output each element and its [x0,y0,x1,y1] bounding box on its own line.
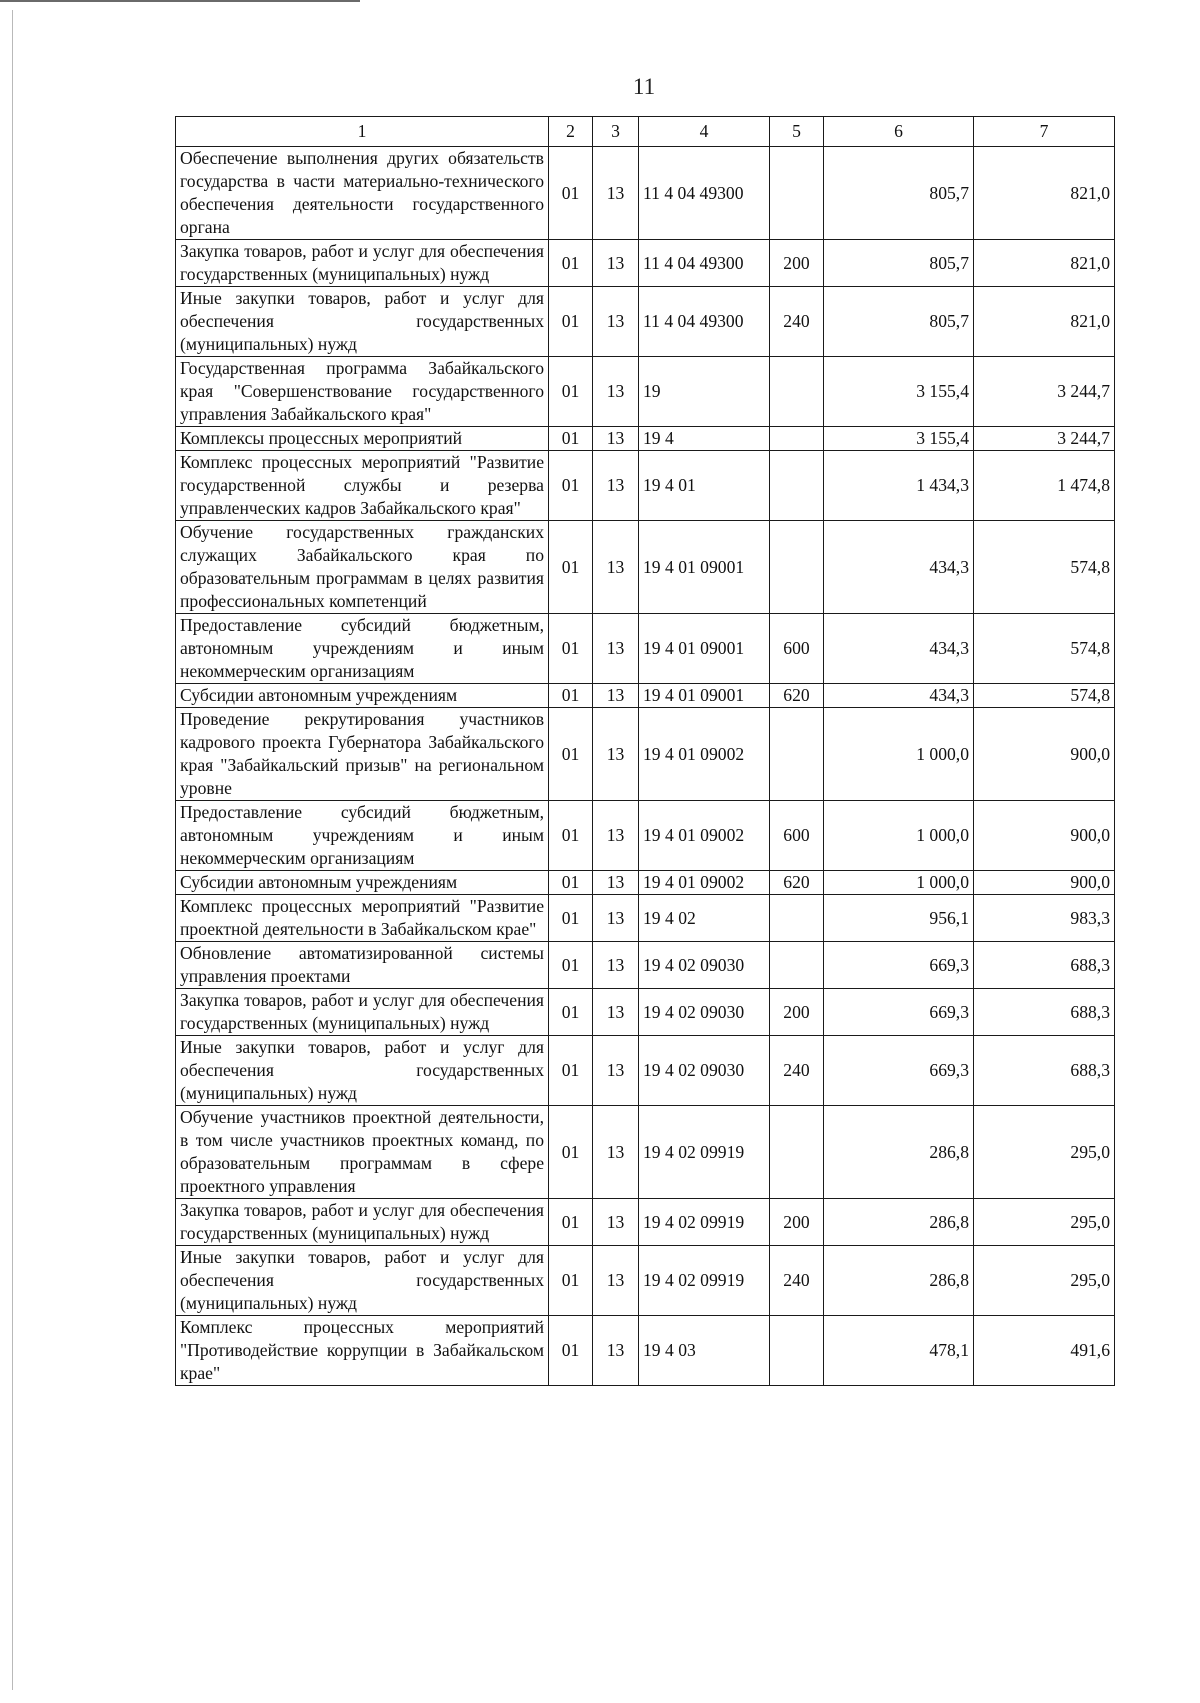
row-amount-year1: 1 434,3 [824,451,974,521]
row-name: Предоставление субсидий бюджетным, автономным учреждениям и иным некоммерческим организациям [176,614,549,684]
row-target-code: 19 4 03 [639,1316,770,1386]
table-row [176,427,1115,451]
row-target-code: 19 4 02 09030 [639,942,770,989]
table-row [176,708,1115,801]
row-subsection: 13 [593,801,639,871]
row-target-code: 19 4 01 09002 [639,801,770,871]
row-amount-year1: 669,3 [824,942,974,989]
row-target-code: 19 4 01 09001 [639,521,770,614]
table-row [176,801,1115,871]
row-amount-year1: 478,1 [824,1316,974,1386]
row-expense-type: 240 [770,1246,824,1316]
budget-table [175,116,1115,1386]
table-row [176,684,1115,708]
row-section: 01 [549,1199,593,1246]
page-number: 11 [632,74,656,99]
row-name: Предоставление субсидий бюджетным, автономным учреждениям и иным некоммерческим организациям [176,801,549,871]
row-name: Иные закупки товаров, работ и услуг для обеспечения государственных (муниципальных) нужд [176,1246,549,1316]
top-edge-rule [0,0,360,2]
table-row [176,1036,1115,1106]
row-amount-year1: 805,7 [824,147,974,240]
row-name: Закупка товаров, работ и услуг для обеспечения государственных (муниципальных) нужд [176,1199,549,1246]
row-target-code: 19 4 02 [639,895,770,942]
row-expense-type: 620 [770,871,824,895]
row-name: Обучение участников проектной деятельности, в том числе участников проектных команд, по образовательным программам в сфере проектного управления [176,1106,549,1199]
row-section: 01 [549,1036,593,1106]
row-amount-year1: 3 155,4 [824,357,974,427]
row-amount-year2: 900,0 [974,801,1115,871]
row-expense-type [770,895,824,942]
row-section: 01 [549,240,593,287]
row-subsection: 13 [593,451,639,521]
table-row [176,942,1115,989]
row-section: 01 [549,147,593,240]
row-target-code: 19 4 [639,427,770,451]
header-row [176,117,1115,147]
table-row [176,1316,1115,1386]
row-expense-type: 200 [770,240,824,287]
row-target-code: 19 4 02 09919 [639,1199,770,1246]
row-name: Государственная программа Забайкальского края "Совершенствование государственного управления Забайкальского края" [176,357,549,427]
row-amount-year2: 1 474,8 [974,451,1115,521]
row-section: 01 [549,871,593,895]
row-section: 01 [549,1316,593,1386]
row-target-code: 19 4 02 09919 [639,1246,770,1316]
row-amount-year2: 688,3 [974,989,1115,1036]
table-row [176,1199,1115,1246]
header-col-3: 3 [593,117,639,147]
row-amount-year1: 1 000,0 [824,801,974,871]
row-amount-year1: 286,8 [824,1106,974,1199]
row-section: 01 [549,708,593,801]
row-section: 01 [549,942,593,989]
row-amount-year2: 491,6 [974,1316,1115,1386]
row-amount-year2: 821,0 [974,147,1115,240]
table-body [176,147,1115,1386]
row-subsection: 13 [593,287,639,357]
row-subsection: 13 [593,357,639,427]
row-amount-year2: 821,0 [974,240,1115,287]
table-row [176,989,1115,1036]
header-col-4: 4 [639,117,770,147]
row-target-code: 19 4 01 09001 [639,684,770,708]
left-edge-rule [12,10,13,1690]
header-col-1: 1 [176,117,549,147]
table-row [176,240,1115,287]
row-subsection: 13 [593,684,639,708]
row-subsection: 13 [593,614,639,684]
row-section: 01 [549,451,593,521]
table-row [176,1246,1115,1316]
row-amount-year1: 669,3 [824,1036,974,1106]
row-subsection: 13 [593,521,639,614]
header-col-7: 7 [974,117,1115,147]
row-amount-year2: 688,3 [974,942,1115,989]
row-amount-year2: 574,8 [974,521,1115,614]
row-name: Проведение рекрутирования участников кадрового проекта Губернатора Забайкальского края "Забайкальский призыв" на региональном уровне [176,708,549,801]
table-row [176,871,1115,895]
row-target-code: 19 4 01 [639,451,770,521]
row-subsection: 13 [593,147,639,240]
row-amount-year1: 434,3 [824,521,974,614]
row-amount-year2: 983,3 [974,895,1115,942]
row-target-code: 19 4 01 09002 [639,871,770,895]
row-amount-year2: 3 244,7 [974,357,1115,427]
row-section: 01 [549,614,593,684]
row-name: Иные закупки товаров, работ и услуг для обеспечения государственных (муниципальных) нужд [176,287,549,357]
row-amount-year2: 574,8 [974,684,1115,708]
table-row [176,147,1115,240]
row-name: Обновление автоматизированной системы управления проектами [176,942,549,989]
row-target-code: 19 4 02 09030 [639,1036,770,1106]
header-col-6: 6 [824,117,974,147]
row-amount-year2: 900,0 [974,708,1115,801]
header-col-5: 5 [770,117,824,147]
row-subsection: 13 [593,1246,639,1316]
row-section: 01 [549,989,593,1036]
row-section: 01 [549,895,593,942]
row-amount-year1: 1 000,0 [824,871,974,895]
row-subsection: 13 [593,942,639,989]
table-row [176,614,1115,684]
row-name: Субсидии автономным учреждениям [176,684,549,708]
row-section: 01 [549,521,593,614]
row-expense-type [770,708,824,801]
row-amount-year2: 295,0 [974,1199,1115,1246]
header-col-2: 2 [549,117,593,147]
row-target-code: 19 4 02 09919 [639,1106,770,1199]
row-subsection: 13 [593,871,639,895]
row-amount-year1: 3 155,4 [824,427,974,451]
row-name: Иные закупки товаров, работ и услуг для обеспечения государственных (муниципальных) нужд [176,1036,549,1106]
row-amount-year1: 434,3 [824,684,974,708]
row-section: 01 [549,427,593,451]
row-subsection: 13 [593,1316,639,1386]
row-section: 01 [549,287,593,357]
row-expense-type [770,942,824,989]
row-amount-year1: 805,7 [824,287,974,357]
row-expense-type [770,427,824,451]
row-section: 01 [549,801,593,871]
table-row [176,287,1115,357]
row-section: 01 [549,684,593,708]
row-subsection: 13 [593,708,639,801]
row-target-code: 19 4 02 09030 [639,989,770,1036]
row-subsection: 13 [593,1036,639,1106]
row-name: Комплекс процессных мероприятий "Противодействие коррупции в Забайкальском крае" [176,1316,549,1386]
row-name: Обучение государственных гражданских служащих Забайкальского края по образовательным программам в целях развития профессиональных компетенций [176,521,549,614]
row-amount-year1: 286,8 [824,1199,974,1246]
table-row [176,357,1115,427]
row-expense-type: 240 [770,1036,824,1106]
row-subsection: 13 [593,1199,639,1246]
row-subsection: 13 [593,427,639,451]
row-name: Закупка товаров, работ и услуг для обеспечения государственных (муниципальных) нужд [176,989,549,1036]
row-name: Комплекс процессных мероприятий "Развитие проектной деятельности в Забайкальском крае" [176,895,549,942]
row-expense-type: 600 [770,614,824,684]
row-amount-year2: 295,0 [974,1106,1115,1199]
row-expense-type [770,147,824,240]
row-target-code: 11 4 04 49300 [639,147,770,240]
table-row [176,451,1115,521]
row-target-code: 11 4 04 49300 [639,240,770,287]
row-expense-type: 240 [770,287,824,357]
row-name: Обеспечение выполнения других обязательств государства в части материально-технического обеспечения деятельности государственного органа [176,147,549,240]
row-expense-type [770,1106,824,1199]
row-subsection: 13 [593,1106,639,1199]
row-subsection: 13 [593,240,639,287]
row-amount-year1: 286,8 [824,1246,974,1316]
row-amount-year1: 805,7 [824,240,974,287]
row-amount-year2: 688,3 [974,1036,1115,1106]
row-target-code: 11 4 04 49300 [639,287,770,357]
row-subsection: 13 [593,989,639,1036]
row-amount-year2: 900,0 [974,871,1115,895]
row-section: 01 [549,1246,593,1316]
row-amount-year1: 1 000,0 [824,708,974,801]
row-amount-year1: 669,3 [824,989,974,1036]
row-target-code: 19 4 01 09002 [639,708,770,801]
table-row [176,1106,1115,1199]
row-amount-year2: 295,0 [974,1246,1115,1316]
row-expense-type: 200 [770,1199,824,1246]
row-name: Закупка товаров, работ и услуг для обеспечения государственных (муниципальных) нужд [176,240,549,287]
row-target-code: 19 [639,357,770,427]
row-name: Субсидии автономным учреждениям [176,871,549,895]
row-expense-type: 200 [770,989,824,1036]
row-section: 01 [549,357,593,427]
table-row [176,895,1115,942]
row-expense-type [770,451,824,521]
row-name: Комплекс процессных мероприятий "Развитие государственной службы и резерва управленческих кадров Забайкальского края" [176,451,549,521]
row-expense-type [770,1316,824,1386]
row-amount-year2: 821,0 [974,287,1115,357]
row-amount-year1: 434,3 [824,614,974,684]
row-expense-type: 600 [770,801,824,871]
row-target-code: 19 4 01 09001 [639,614,770,684]
table-row [176,521,1115,614]
row-expense-type [770,521,824,614]
row-name: Комплексы процессных мероприятий [176,427,549,451]
row-expense-type [770,357,824,427]
row-section: 01 [549,1106,593,1199]
row-expense-type: 620 [770,684,824,708]
row-amount-year2: 574,8 [974,614,1115,684]
row-amount-year1: 956,1 [824,895,974,942]
row-amount-year2: 3 244,7 [974,427,1115,451]
row-subsection: 13 [593,895,639,942]
